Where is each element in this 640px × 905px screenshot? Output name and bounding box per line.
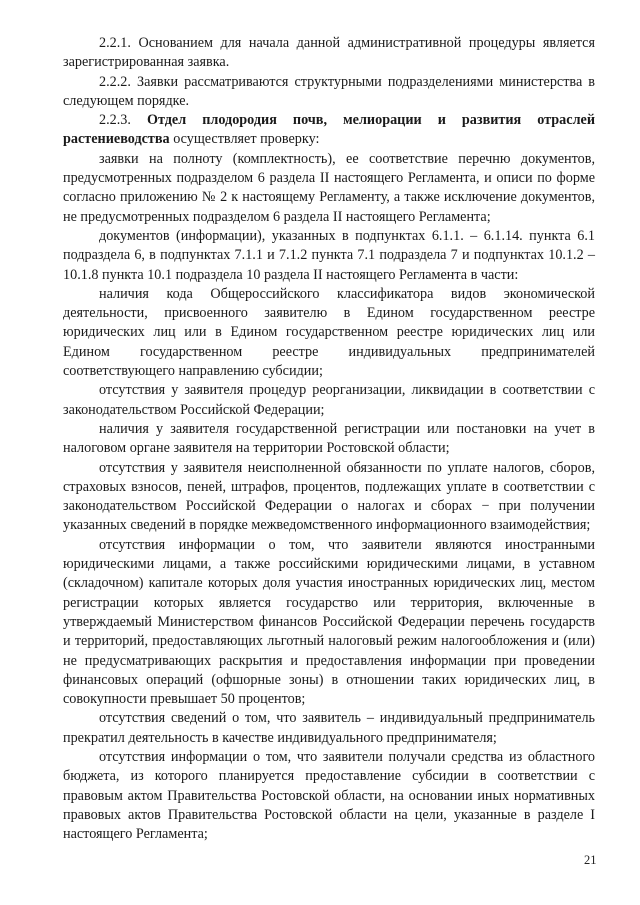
- check-item-no-foreign-entity: отсутствия информации о том, что заявители являются иностранными юридическими лицами, а также российскими юридическими лицами, в уставном (складочном) капитале которых доля участия иностранных юридических лиц, местом регистрации которых является государство или территория, включенные в утверждаемый Министерством финансов Российской Федерации перечень государств и территорий, предоставляющих льготный налоговый режим налогообложения и (или) не предусматривающих раскрытия и предоставления информации при проведении финансовых операций (офшорные зоны) в отношении таких юридических лиц, в совокупности превышает 50 процентов;: [63, 536, 595, 708]
- check-item-no-tax-debt: отсутствия у заявителя неисполненной обязанности по уплате налогов, сборов, страховых взносов, пеней, штрафов, процентов, подлежащих уплате в соответствии с законодательством Российской Федерации о налогах и сборах − при получении указанных сведений в порядке межведомственного информационного взаимодействия;: [63, 459, 595, 534]
- paragraph-2-2-3: [63, 111, 595, 150]
- check-item-completeness: заявки на полноту (комплектность), ее соответствие перечню документов, предусмотренных подразделом 6 раздела II настоящего Регламента, и описи по форме согласно приложению № 2 к настоящему Регламенту, а также исключение документов, не предусмотренных подразделом 6 раздела II настоящего Регламента;: [63, 150, 595, 225]
- check-item-documents: документов (информации), указанных в подпунктах 6.1.1. – 6.1.14. пункта 6.1 подраздела 6, в подпунктах 7.1.1 и 7.1.2 пункта 7.1 подраздела 7 и подпунктах 10.1.2 – 10.1.8 пункта 10.1 подраздела 10 раздела II настоящего Регламента в части:: [63, 227, 595, 283]
- check-item-registration: наличия у заявителя государственной регистрации или постановки на учет в налоговом органе заявителя на территории Ростовской области;: [63, 420, 595, 457]
- document-body: [63, 34, 595, 844]
- page-number: 21: [584, 853, 597, 867]
- check-item-okved-code: наличия кода Общероссийского классификатора видов экономической деятельности, присвоенного заявителю в Едином государственном реестре юридических лиц или в Едином государственном реестре юридических лиц или Едином государственном реестре индивидуальных предпринимателей соответствующего направлению субсидии;: [63, 285, 595, 380]
- paragraph-2-2-2: 2.2.2. Заявки рассматриваются структурными подразделениями министерства в следующем порядке.: [63, 73, 595, 109]
- department-name: Отдел плодородия почв, мелиорации и развития отраслей растениеводства: [63, 112, 596, 148]
- check-item-no-prior-funding: отсутствия информации о том, что заявители получали средства из областного бюджета, из которого планируется предоставление субсидии в соответствии с правовым актом Правительства Ростовской области, на основании иных нормативных правовых актов Правительства Ростовской области на цели, указанные в разделе I настоящего Регламента;: [63, 748, 595, 843]
- paragraph-2-2-1: 2.2.1. Основанием для начала данной административной процедуры является зарегистрированная заявка.: [63, 35, 595, 71]
- paragraph-number: 2.2.3.: [99, 112, 131, 129]
- paragraph-text: осуществляет проверку:: [173, 131, 320, 148]
- check-item-no-reorganization: отсутствия у заявителя процедур реорганизации, ликвидации в соответствии с законодательством Российской Федерации;: [63, 382, 595, 418]
- check-item-no-termination: отсутствия сведений о том, что заявитель – индивидуальный предприниматель прекратил деятельность в качестве индивидуального предпринимателя;: [63, 710, 595, 746]
